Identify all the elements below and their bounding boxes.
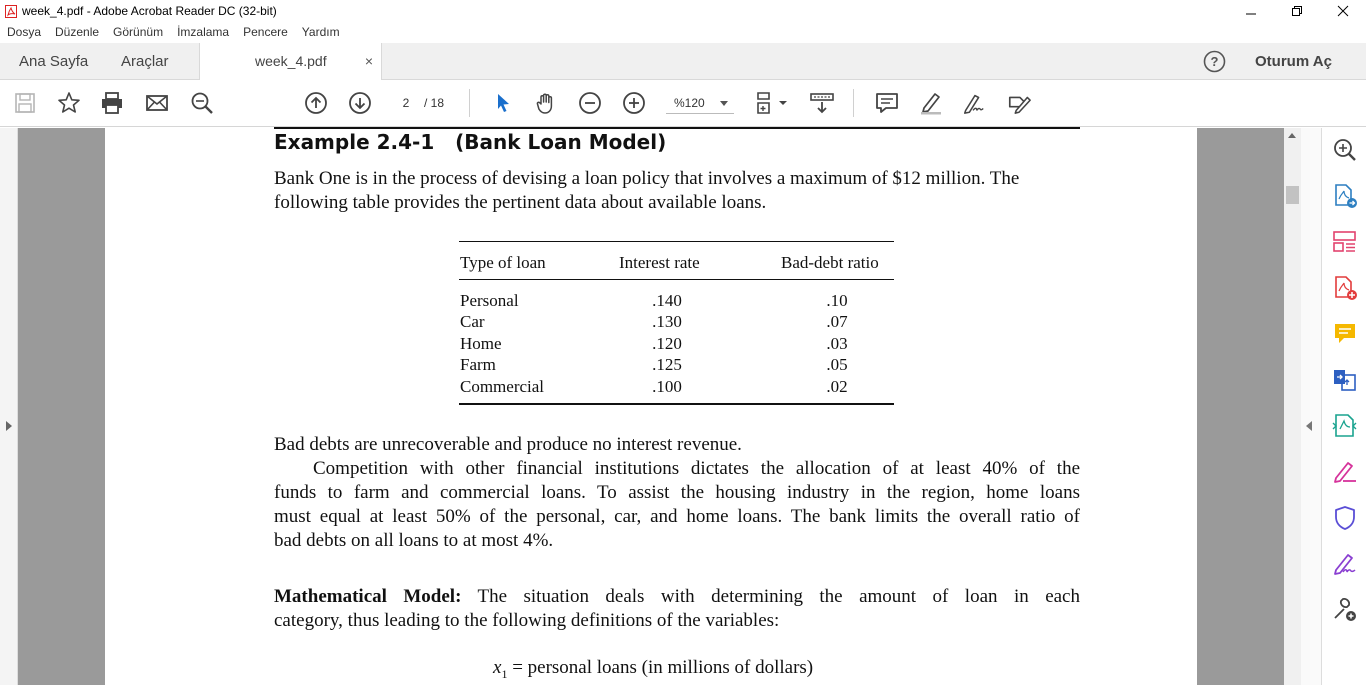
table-cell: .10	[826, 291, 848, 310]
page-fit-icon[interactable]	[755, 91, 789, 115]
expand-left-panel-icon[interactable]	[6, 421, 12, 431]
chevron-down-icon	[720, 101, 728, 106]
scroll-thumb[interactable]	[1286, 186, 1299, 204]
table-cell: Car	[460, 312, 485, 331]
prev-page-icon[interactable]	[304, 91, 328, 115]
variable-definition	[493, 657, 813, 682]
competition-line-4: bad debts on all loans to at most 4%.	[274, 530, 554, 551]
menu-window[interactable]: Pencere	[243, 25, 288, 39]
table-cell: Commercial	[460, 377, 545, 396]
hand-icon[interactable]	[534, 91, 558, 115]
menu-edit[interactable]: Düzenle	[55, 25, 100, 39]
minimize-icon	[1245, 5, 1257, 17]
table-cell: .05	[826, 355, 848, 374]
table-header: Interest rate	[619, 253, 700, 272]
example-title: Example 2.4-1 (Bank Loan Model)	[274, 130, 667, 154]
main-toolbar	[0, 80, 1366, 127]
fill-sign-tool-icon[interactable]	[1332, 459, 1358, 485]
model-line-1	[274, 585, 1080, 609]
scroll-mode-icon[interactable]	[810, 91, 834, 115]
table-cell: .03	[826, 334, 848, 353]
page-number-input[interactable]: 2	[402, 96, 410, 110]
help-icon[interactable]	[1203, 50, 1226, 73]
table-cell: .140	[652, 291, 682, 310]
tab-tools[interactable]: Araçlar	[121, 53, 169, 70]
create-pdf-icon[interactable]	[1332, 275, 1358, 301]
title-rule	[274, 127, 1080, 129]
minimize-button[interactable]	[1228, 0, 1274, 22]
variable-subscript: 1	[501, 666, 508, 681]
zoom-select[interactable]	[666, 92, 734, 114]
protect-icon[interactable]	[1332, 505, 1358, 531]
close-button[interactable]	[1320, 0, 1366, 22]
bookmark-star-icon[interactable]	[57, 91, 81, 115]
print-icon[interactable]	[100, 91, 124, 115]
next-page-icon[interactable]	[348, 91, 372, 115]
zoom-out-icon[interactable]	[578, 91, 602, 115]
restore-icon	[1291, 5, 1303, 17]
acrobat-app-icon	[5, 5, 17, 18]
right-panel-gap	[1301, 128, 1321, 685]
competition-line-3: must equal at least 50% of the personal, car, and home loans. The bank limits the overall ratio of	[274, 506, 1080, 527]
table-cell: Home	[460, 334, 502, 353]
zoom-value: %120	[674, 96, 705, 110]
table-cell: .125	[652, 355, 682, 374]
model-line-1-text: The situation deals with determining the amount of loan in each	[461, 586, 1080, 607]
intro-line-1: Bank One is in the process of devising a loan policy that involves a maximum of $12 million. The	[274, 168, 1020, 189]
competition-line-1: Competition with other financial institutions dictates the allocation of at least 40% of the	[313, 458, 1080, 479]
tab-document-label: week_4.pdf	[255, 53, 327, 69]
comment-icon[interactable]	[875, 91, 899, 115]
model-line-2: category, thus leading to the following definitions of the variables:	[274, 610, 780, 631]
signin-link[interactable]: Oturum Aç	[1255, 53, 1332, 70]
menu-sign[interactable]: İmzalama	[177, 25, 230, 39]
toolbar-separator	[853, 89, 854, 117]
menu-view[interactable]: Görünüm	[113, 25, 164, 39]
edit-pdf-icon[interactable]	[1332, 413, 1358, 439]
table-cell: .120	[652, 334, 682, 353]
bad-debts-text: Bad debts are unrecoverable and produce no interest revenue.	[274, 434, 742, 455]
close-icon	[1337, 5, 1349, 17]
save-icon[interactable]	[13, 91, 37, 115]
page-total: / 18	[424, 96, 445, 110]
menu-bar	[0, 22, 1366, 43]
combine-files-icon[interactable]	[1332, 367, 1358, 393]
tab-home[interactable]: Ana Sayfa	[19, 53, 89, 70]
more-tools-icon[interactable]	[1332, 597, 1358, 623]
table-header: Type of loan	[460, 253, 546, 272]
table-cell: Personal	[460, 291, 519, 310]
menu-help[interactable]: Yardım	[301, 25, 340, 39]
svg-text:?: ?	[1210, 54, 1219, 69]
variable-name: x	[493, 657, 502, 678]
intro-line-2: following table provides the pertinent data about available loans.	[274, 192, 767, 213]
tab-bar	[0, 43, 1366, 80]
zoom-in-icon[interactable]	[622, 91, 646, 115]
table-header: Bad-debt ratio	[781, 253, 879, 272]
fill-sign-icon[interactable]	[1007, 91, 1031, 115]
email-icon[interactable]	[145, 91, 169, 115]
variable-definition-text: = personal loans (in millions of dollars)	[507, 657, 814, 678]
scroll-up-icon[interactable]	[1288, 133, 1296, 138]
model-label: Mathematical Model:	[274, 586, 462, 607]
export-pdf-icon[interactable]	[1332, 183, 1358, 209]
send-for-signature-icon[interactable]	[1332, 551, 1358, 577]
title-bar	[0, 0, 1366, 22]
collapse-right-panel-icon[interactable]	[1306, 421, 1312, 431]
table-cell: .100	[652, 377, 682, 396]
vertical-scrollbar[interactable]	[1284, 128, 1301, 685]
search-zoom-icon[interactable]	[190, 91, 214, 115]
highlight-icon[interactable]	[919, 91, 943, 115]
tab-close-button[interactable]: ×	[364, 53, 373, 69]
tab-document[interactable]	[199, 43, 382, 81]
table-cell: .130	[652, 312, 682, 331]
right-tools-pane	[1321, 128, 1366, 685]
competition-line-2: funds to farm and commercial loans. To assist the housing industry in the region, home loans	[274, 482, 1080, 503]
table-cell: .07	[826, 312, 848, 331]
organize-pages-icon[interactable]	[1332, 229, 1358, 255]
restore-button[interactable]	[1274, 0, 1320, 22]
select-pointer-icon[interactable]	[491, 91, 515, 115]
table-cell: Farm	[460, 355, 496, 374]
table-cell: .02	[826, 377, 848, 396]
zoom-search-icon[interactable]	[1332, 137, 1358, 163]
sign-icon[interactable]	[962, 91, 986, 115]
window-title: week_4.pdf - Adobe Acrobat Reader DC (32-bit)	[22, 4, 277, 18]
menu-file[interactable]: Dosya	[7, 25, 42, 39]
comment-tool-icon[interactable]	[1332, 321, 1358, 347]
left-panel-strip[interactable]	[0, 128, 18, 685]
toolbar-separator	[469, 89, 470, 117]
